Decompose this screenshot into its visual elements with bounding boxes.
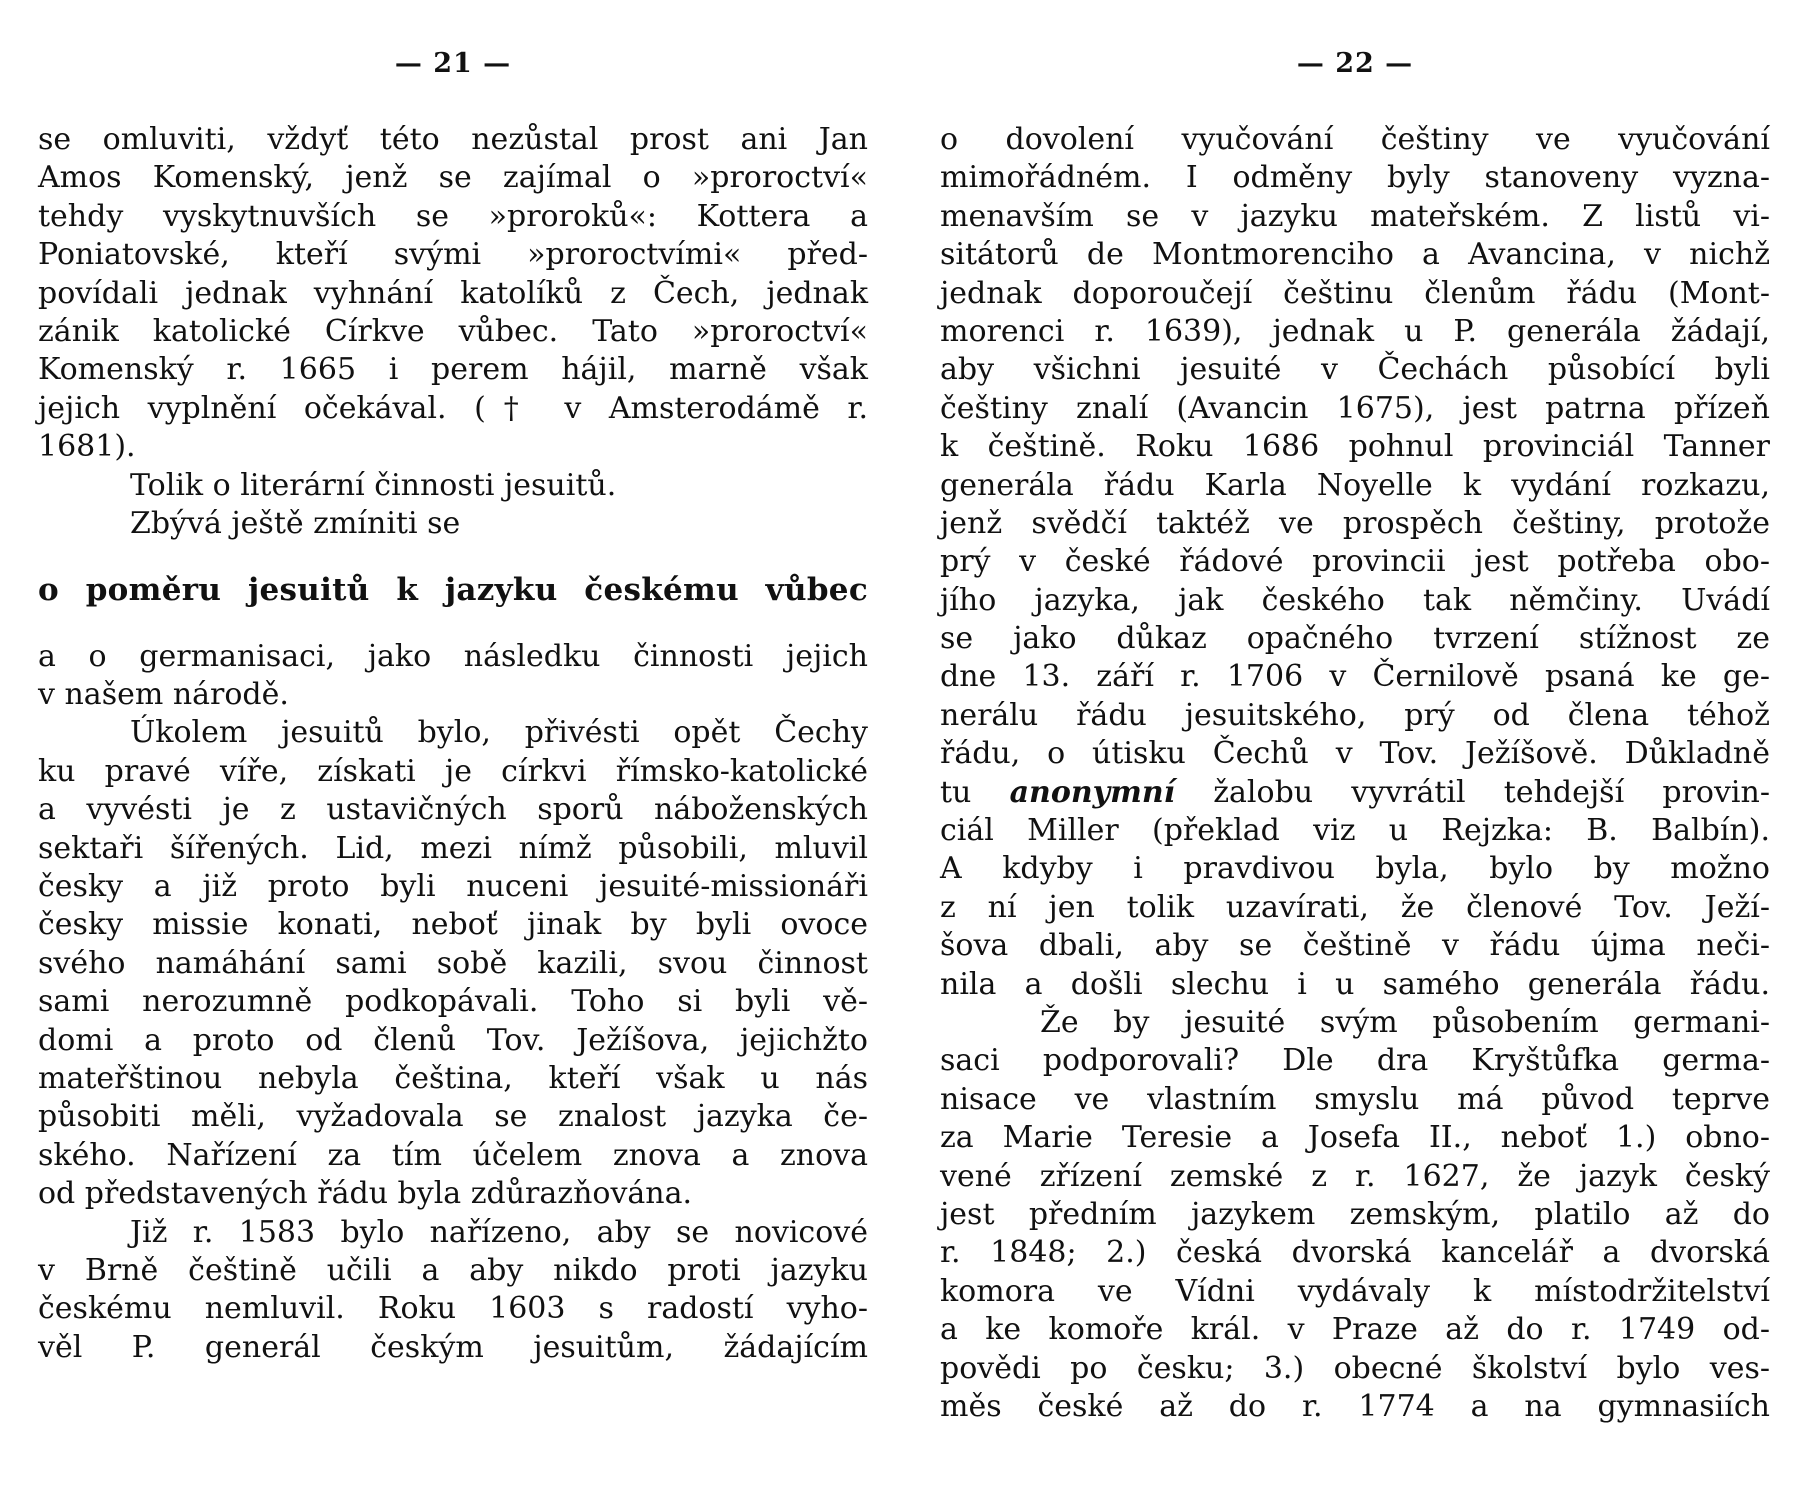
text-line: 1681). [38,429,136,465]
text-line: se jako důkaz opačného tvrzení stížnost ze [940,621,1770,657]
text-line: povědi po česku; 3.) obecné školství bylo ves- [940,1350,1770,1386]
text-fragment: tu [940,774,972,810]
text-line: prý v české řádové provincii jest potřeba obo- [940,544,1770,580]
text-line: k češtině. Roku 1686 pohnul provinciál Tanner [940,429,1770,465]
italic-word: anonymní [1009,774,1176,810]
text-line: česky a již proto byli nuceni jesuité-missionáři [38,869,868,905]
text-line: ského. Nařízení za tím účelem znova a znova [38,1137,868,1173]
text-line: mimořádném. I odměny byly stanoveny vyzna- [940,160,1770,196]
text-line: sektaři šířených. Lid, mezi nímž působili, mluvil [38,830,868,866]
page-number-left: — 21 — [394,48,512,79]
spacer [38,610,868,638]
text-line: řádu, o útisku Čechů v Tov. Ježíšově. Důkladně [940,736,1770,772]
text-line: Úkolem jesuitů bylo, přivésti opět Čechy [130,715,868,751]
text-line: generála řádu Karla Noyelle k vydání rozkazu, [940,467,1770,503]
text-line: a ke komoře král. v Praze až do r. 1749 od- [940,1312,1770,1348]
text-line: tehdy vyskytnuvších se »proroků«: Kottera a [38,198,868,234]
text-line: se omluviti, vždyť této nezůstal prost ani Jan [38,122,868,157]
text-line: sitátorů de Montmorenciho a Avancina, v nichž [940,237,1770,273]
text-line: nisace ve vlastním smyslu má původ teprve [940,1081,1770,1117]
left-page-text [38,121,868,1367]
text-line: mateřštinou nebyla čeština, kteří však u nás [38,1060,868,1096]
text-line: za Marie Teresie a Josefa II., neboť 1.) obno- [940,1120,1770,1156]
text-line: Poniatovské, kteří svými »proroctvími« před- [38,237,868,273]
left-page [38,0,868,1500]
text-line: zánik katolické Církve vůbec. Tato »proroctví« [38,313,868,349]
text-line: sami nerozumně podkopávali. Toho si byli vě- [38,984,868,1020]
text-line: šova dbali, aby se češtině v řádu újma neči- [940,928,1770,964]
text-line: nila a došli slechu i u samého generála řádu. [940,966,1770,1002]
text-line: věl P. generál českým jesuitům, žádajícím [38,1329,868,1365]
text-line: povídali jednak vyhnání katolíků z Čech, jednak [38,275,868,311]
text-line: dne 13. září r. 1706 v Černilově psaná ke ge- [940,659,1770,695]
text-line: působiti měli, vyžadovala se znalost jazyka če- [38,1099,868,1135]
text-line: a vyvésti je z ustavičných sporů náboženských [38,792,868,828]
text-line: A kdyby i pravdivou byla, bylo by možno [940,851,1770,887]
text-line: aby všichni jesuité v Čechách působící byli [940,352,1770,388]
text-line: češtiny znalí (Avancin 1675), jest patrna přízeň [940,390,1770,426]
text-line: o dovolení vyučování češtiny ve vyučování [940,122,1770,157]
text-line: morenci r. 1639), jednak u P. generála žádají, [940,313,1770,349]
text-line: vené zřízení zemské z r. 1627, že jazyk český [940,1158,1770,1194]
text-fragment: žalobu vyvrátil tehdejší provin- [1213,774,1770,810]
section-heading: o poměru jesuitů k jazyku českému vůbec [38,572,868,609]
text-line: menavším se v jazyku mateřském. Z listů vi- [940,198,1770,234]
text-line: domi a proto od členů Tov. Ježíšova, jejichžto [38,1022,868,1058]
text-line: českému nemluvil. Roku 1603 s radostí vyho- [38,1291,868,1327]
text-line: ciál Miller (překlad viz u Rejzka: B. Balbín). [940,813,1770,849]
text-line: od představených řádu byla zdůrazňována. [38,1176,693,1212]
text-line: jejich vyplnění očekával. († v Amsterodámě r. [38,390,868,426]
text-line: Tolik o literární činnosti jesuitů. [130,467,617,503]
text-line: saci podporovali? Dle dra Kryštůfka germa- [940,1043,1770,1079]
text-line: nerálu řádu jesuitského, prý od člena téhož [940,697,1770,733]
text-line: jest předním jazykem zemským, platilo až do [940,1196,1770,1232]
text-line: Zbývá ještě zmíniti se [130,505,461,541]
page-number-right: — 22 — [1296,48,1414,79]
text-line: a o germanisaci, jako následku činnosti jejich [38,638,868,674]
spacer [38,543,868,571]
text-line: Již r. 1583 bylo nařízeno, aby se novicové [130,1214,868,1250]
text-line: česky missie konati, neboť jinak by byli ovoce [38,907,868,943]
text-line: komora ve Vídni vydávaly k místodržitelství [940,1273,1770,1309]
text-line: Komenský r. 1665 i perem hájil, marně však [38,352,868,388]
text-line: z ní jen tolik uzavírati, že členové Tov. Ježí- [940,889,1770,925]
text-line: jího jazyka, jak českého tak němčiny. Uvádí [940,582,1770,618]
text-line: jenž svědčí taktéž ve prospěch češtiny, protože [940,505,1770,541]
text-line: v Brně češtině učili a aby nikdo proti jazyku [38,1252,868,1288]
text-line: Že by jesuité svým působením germani- [1040,1004,1770,1040]
text-line: svého namáhání sami sobě kazili, svou činnost [38,945,868,981]
text-line-italic [940,774,1770,812]
text-line: měs české až do r. 1774 a na gymnasiích [940,1388,1770,1424]
text-line: ku pravé víře, získati je církvi římsko-katolické [38,753,868,789]
right-page-text [940,121,1770,1426]
right-page [940,0,1770,1500]
text-line: jednak doporoučejí češtinu členům řádu (Mont- [940,275,1770,311]
text-line: r. 1848; 2.) česká dvorská kancelář a dvorská [940,1235,1770,1271]
text-line: Amos Komenský, jenž se zajímal o »proroctví« [38,160,868,196]
text-line: v našem národě. [38,677,289,713]
